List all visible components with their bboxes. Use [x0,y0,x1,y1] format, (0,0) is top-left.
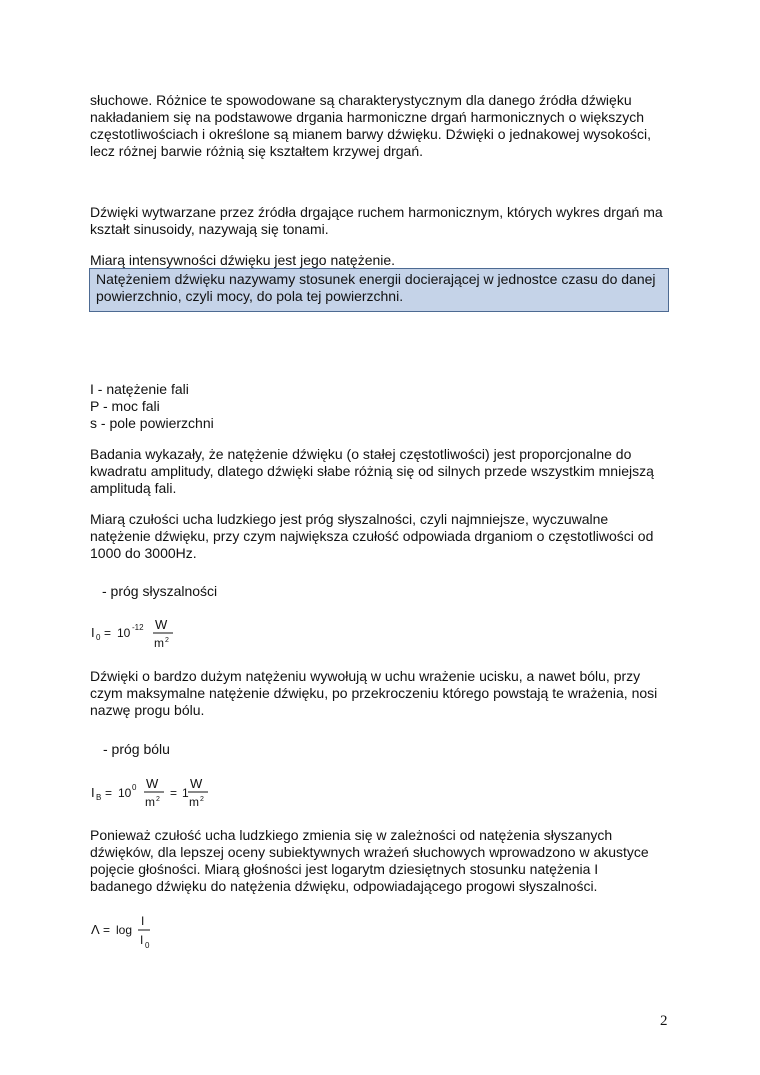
text-line: czym maksymalne natężenie dźwięku, po przekroczeniu którego powstają te wrażenia, nosi [90,685,658,701]
formula-den-sub: 0 [145,941,150,950]
paragraph-timbre [90,92,670,160]
paragraph-loudness [90,827,670,895]
formula-num: W [155,617,168,632]
definition-line: Natężeniem dźwięku nazywamy stosunek energii docierającej w jednostce czasu do danej [96,271,656,287]
formula-base: 10 [117,626,131,640]
formula-eq: = [105,786,113,800]
paragraph-amplitude [90,446,670,497]
formula-den: I [140,933,144,947]
paragraph-tones [90,204,670,238]
text-line: pojęcie głośności. Miarą głośności jest logarytm dziesiętnych stosunku natężenia I [90,861,599,877]
text-line: słuchowe. Różnice te spowodowane są charakterystycznym dla danego źródła dźwięku [90,92,632,108]
legend [90,381,670,432]
formula-den-sup: 2 [165,637,169,644]
formula-den2: m [189,795,199,809]
text-line: nakładaniem się na podstawowe drgania harmoniczne drgań harmonicznych o większych [90,109,645,125]
paragraph-sensitivity [90,511,670,562]
legend-surface: s - pole powierzchni [90,415,214,431]
formula-lhs: I [91,785,95,800]
text-line: kwadratu amplitudy, dlatego dźwięki słabe różnią się od silnych przede wszystkim mniejszą [90,463,654,479]
formula-base: 10 [118,786,132,800]
text-line: lecz różnej barwie różnią się kształtem krzywej drgań. [90,143,424,159]
formula-coef: 1 [182,786,189,800]
formula-den: m [145,795,155,809]
text-line: - próg słyszalności [102,583,218,599]
formula-exponent: 0 [132,783,137,792]
text-line: Miarą intensywności dźwięku jest jego natężenie. [90,252,396,268]
formula-lhs-sub: 0 [96,633,101,642]
formula-num2: W [190,776,203,791]
text-line: Dźwięki wytwarzane przez źródła drgające ruchem harmonicznym, których wykres drgań ma [90,204,663,220]
formula-pain-threshold [90,770,220,817]
text-line: badanego dźwięku do natężenia dźwięku, odpowiadającego progowi słyszalności. [90,878,598,894]
page-number: 2 [660,1013,668,1029]
formula-num: I [141,914,145,928]
threshold-hearing-label [102,583,682,600]
text-line: Miarą czułości ucha ludzkiego jest próg słyszalności, czyli najmniejsze, wyczuwalne [90,511,609,527]
formula-den2-sup: 2 [200,796,204,803]
text-line: natężenie dźwięku, przy czym największa czułość odpowiada drganiom o częstotliwości od [90,528,654,544]
formula-den-sup: 2 [156,796,160,803]
paragraph-pain [90,668,670,719]
text-line: nazwę progu bólu. [90,702,205,718]
definition-line: powierzchnio, czyli mocy, do pola tej powierzchni. [96,288,404,304]
formula-exponent: -12 [132,623,144,632]
text-line: Badania wykazały, że natężenie dźwięku (o stałej częstotliwości) jest proporcjonalne do [90,446,632,462]
formula-loudness [90,910,160,959]
definition-box [89,268,669,312]
text-line: 1000 do 3000Hz. [90,545,197,561]
text-line: kształt sinusoidy, nazywają się tonami. [90,221,329,237]
formula-lhs-sub: B [96,793,102,802]
formula-eq2: = [170,786,178,800]
formula-eq: = [104,626,112,640]
text-line: dźwięków, dla lepszej oceny subiektywnych wrażeń słuchowych wprowadzono w akustyce [90,844,649,860]
text-line: - próg bólu [103,741,170,757]
formula-hearing-threshold [90,612,190,659]
text-line: częstotliwościach i określone są mianem barwy dźwięku. Dźwięki o jednakowej wysokości, [90,126,651,142]
threshold-pain-label [103,741,683,758]
formula-fn: log [116,923,133,937]
text-line: amplitudą fali. [90,480,177,496]
formula-lhs: I [91,625,95,640]
legend-intensity: I - natężenie fali [90,381,189,397]
intensity-line [90,252,670,269]
text-line: Dźwięki o bardzo dużym natężeniu wywołują w uchu wrażenie ucisku, a nawet bólu, przy [90,668,641,684]
formula-eq: = [103,923,111,937]
formula-num: W [146,776,159,791]
formula-lhs: Λ [91,922,100,937]
legend-power: P - moc fali [90,398,160,414]
text-line: Ponieważ czułość ucha ludzkiego zmienia się w zależności od natężenia słyszanych [90,827,613,843]
formula-den: m [154,636,164,650]
